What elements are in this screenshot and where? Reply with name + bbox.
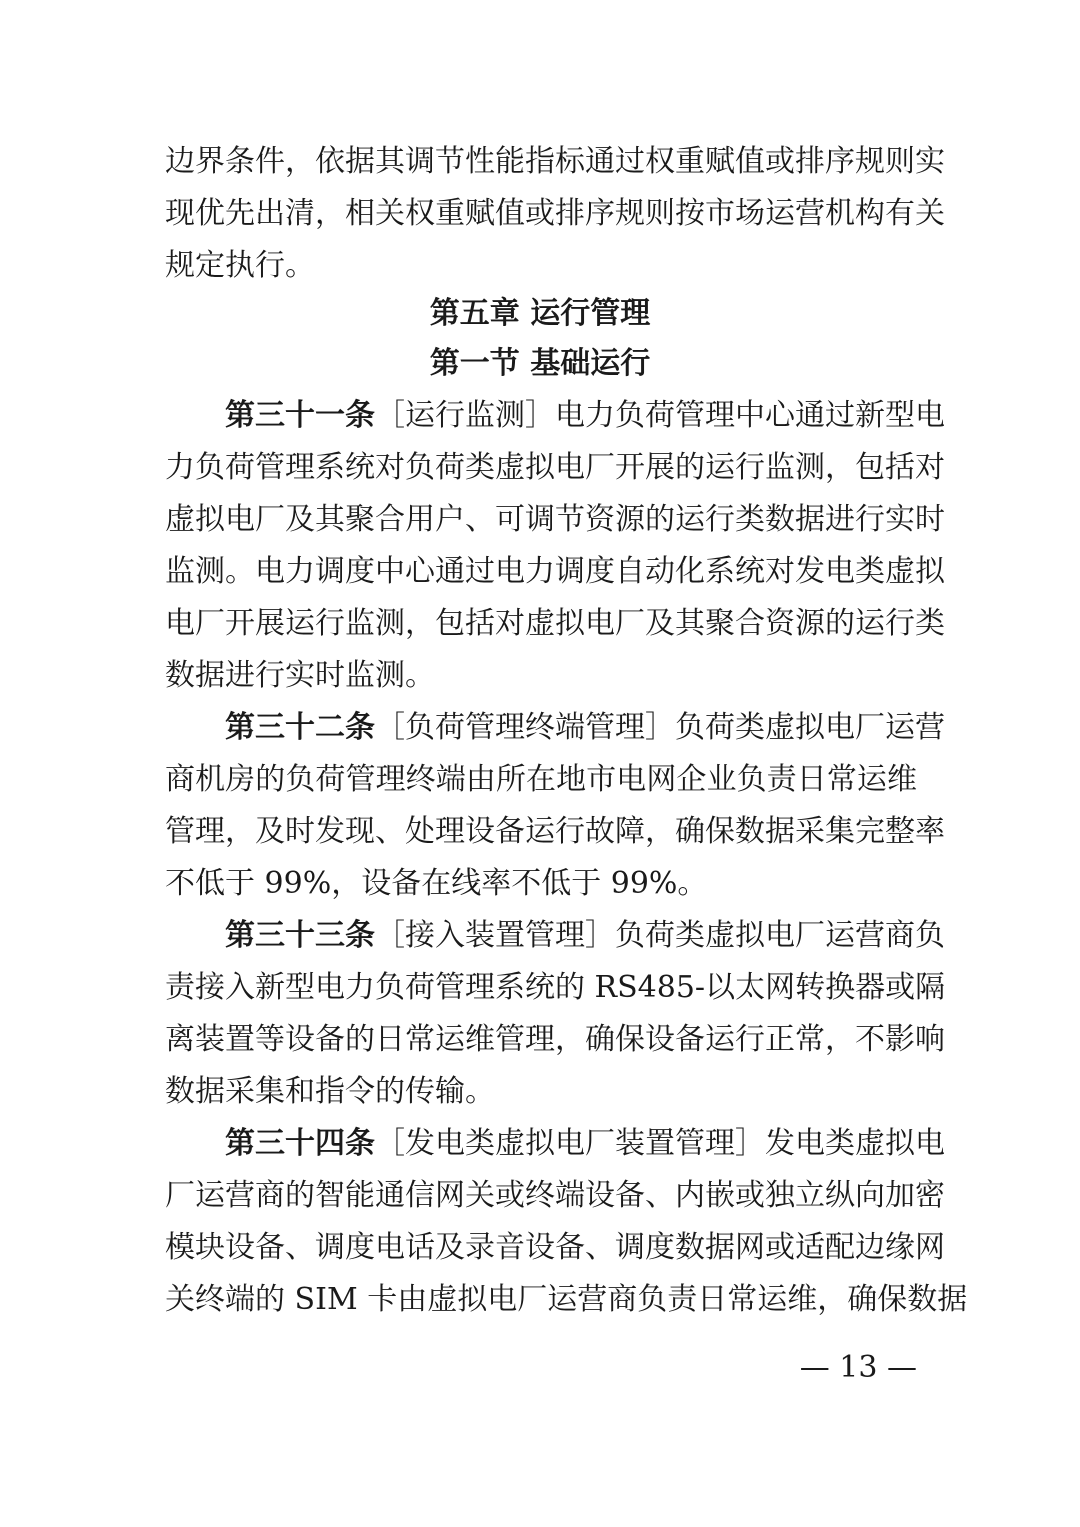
paragraph-line: 规定执行。 bbox=[165, 248, 315, 283]
article-line: 力负荷管理系统对负荷类虚拟电厂开展的运行监测，包括对 bbox=[165, 450, 945, 485]
article-33-first-line bbox=[225, 910, 945, 962]
article-34-first-line bbox=[225, 1118, 945, 1170]
article-line: 管理，及时发现、处理设备运行故障，确保数据采集完整率 bbox=[165, 814, 945, 849]
article-line: 模块设备、调度电话及录音设备、调度数据网或适配边缘网 bbox=[165, 1230, 945, 1265]
article-text: ［发电类虚拟电厂装置管理］发电类虚拟电 bbox=[375, 1126, 945, 1161]
article-line: 不低于 99%，设备在线率不低于 99%。 bbox=[165, 866, 708, 901]
article-line: 电厂开展运行监测，包括对虚拟电厂及其聚合资源的运行类 bbox=[165, 606, 945, 641]
page-number: — 13 — bbox=[799, 1350, 917, 1385]
section-title: 第一节 基础运行 bbox=[429, 346, 651, 381]
article-line: 离装置等设备的日常运维管理，确保设备运行正常，不影响 bbox=[165, 1022, 945, 1057]
paragraph-line: 边界条件，依据其调节性能指标通过权重赋值或排序规则实 bbox=[165, 144, 945, 179]
article-line: 监测。电力调度中心通过电力调度自动化系统对发电类虚拟 bbox=[165, 554, 945, 589]
article-number: 第三十四条 bbox=[225, 1126, 375, 1161]
article-line: 数据进行实时监测。 bbox=[165, 658, 435, 693]
article-line: 商机房的负荷管理终端由所在地市电网企业负责日常运维 bbox=[165, 762, 917, 797]
paragraph-line: 现优先出清，相关权重赋值或排序规则按市场运营机构有关 bbox=[165, 196, 945, 231]
article-text: ［运行监测］电力负荷管理中心通过新型电 bbox=[375, 398, 945, 433]
article-32-first-line bbox=[225, 702, 945, 754]
article-text: ［接入装置管理］负荷类虚拟电厂运营商负 bbox=[375, 918, 945, 953]
article-line: 虚拟电厂及其聚合用户、可调节资源的运行类数据进行实时 bbox=[165, 502, 945, 537]
article-number: 第三十二条 bbox=[225, 710, 375, 745]
article-line: 责接入新型电力负荷管理系统的 RS485-以太网转换器或隔 bbox=[165, 970, 946, 1005]
article-number: 第三十一条 bbox=[225, 398, 375, 433]
article-31-first-line bbox=[225, 390, 945, 442]
article-number: 第三十三条 bbox=[225, 918, 375, 953]
article-line: 厂运营商的智能通信网关或终端设备、内嵌或独立纵向加密 bbox=[165, 1178, 945, 1213]
chapter-title: 第五章 运行管理 bbox=[429, 296, 651, 331]
article-text: ［负荷管理终端管理］负荷类虚拟电厂运营 bbox=[375, 710, 945, 745]
article-line: 数据采集和指令的传输。 bbox=[165, 1074, 495, 1109]
article-line: 关终端的 SIM 卡由虚拟电厂运营商负责日常运维，确保数据 bbox=[165, 1282, 968, 1317]
